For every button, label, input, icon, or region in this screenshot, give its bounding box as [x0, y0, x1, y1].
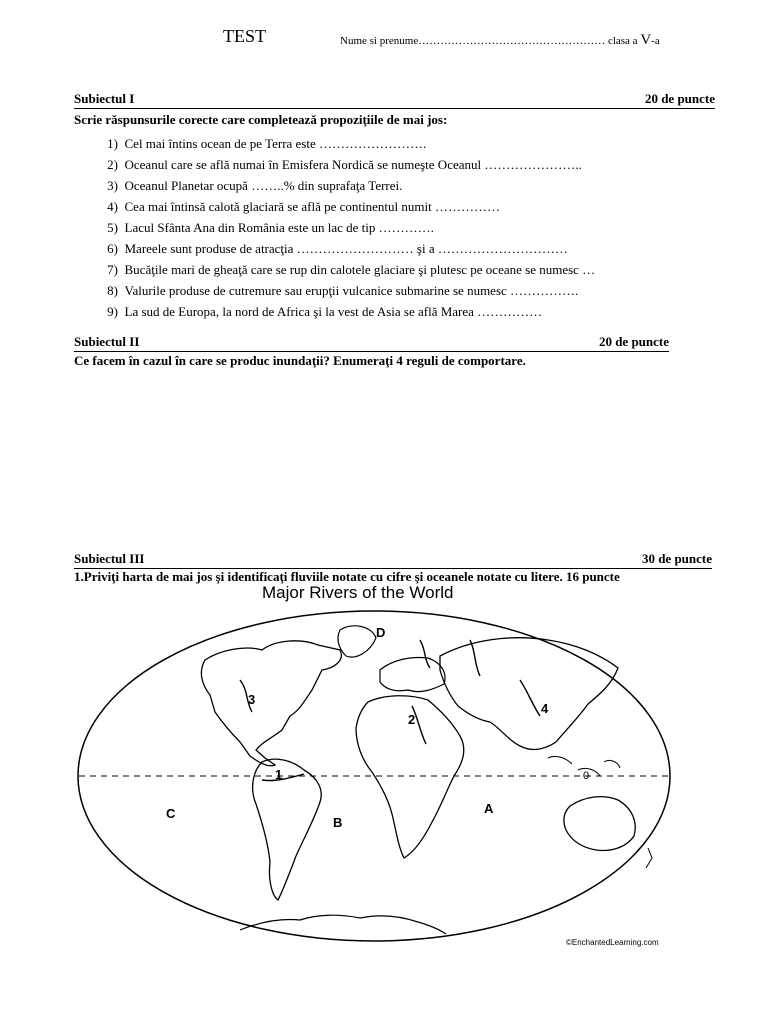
question-number: 4) — [107, 199, 118, 214]
river-label-3: 3 — [248, 692, 256, 707]
question-text: Mareele sunt produse de atracţia ……………………… şi a ………………………… — [124, 241, 568, 256]
test-title: TEST — [223, 26, 266, 46]
question-text: Valurile produse de cutremure sau erupţii vulcanice submarine se numesc ……………. — [124, 283, 579, 298]
question-number: 9) — [107, 304, 118, 319]
question-text: Lacul Sfânta Ana din România este un lac de tip …………. — [124, 220, 434, 235]
section-2-instruction: Ce facem în cazul în care se produc inundaţii? Enumeraţi 4 reguli de comportare. — [74, 353, 526, 368]
river-asia — [520, 680, 540, 716]
question-number: 8) — [107, 283, 118, 298]
section-3-title: Subiectul III — [74, 551, 145, 566]
section-1-instruction: Scrie răspunsurile corecte care completează propoziţiile de mai jos: — [74, 112, 448, 127]
map-title: Major Rivers of the World — [262, 583, 454, 602]
north-america-outline — [201, 641, 341, 766]
question-number: 5) — [107, 220, 118, 235]
equator-label: 0 — [583, 770, 590, 782]
new-zealand-outline — [646, 848, 652, 868]
river-label-2: 2 — [408, 712, 416, 727]
question-number: 6) — [107, 241, 118, 256]
ocean-label-b: B — [333, 815, 343, 830]
question-text: La sud de Europa, la nord de Africa şi la vest de Asia se află Marea …………… — [124, 304, 543, 319]
question-text: Cel mai întins ocean de pe Terra este ……………………. — [124, 136, 427, 151]
river-europe — [420, 640, 430, 668]
greenland-outline — [338, 626, 376, 657]
section-3-instruction: 1.Priviţi harta de mai jos şi identificaţi fluviile notate cu cifre şi oceanele notate cu litere. 16 puncte — [74, 569, 620, 584]
section-1-points: 20 de puncte — [644, 91, 715, 106]
question-text: Cea mai întinsă calotă glaciară se află pe continentul numit …………… — [124, 199, 500, 214]
ocean-label-c: C — [166, 806, 176, 821]
river-label-1: 1 — [275, 767, 283, 782]
europe-outline — [380, 658, 445, 692]
map-copyright: ©EnchantedLearning.com — [566, 938, 659, 947]
river-south-america — [262, 774, 304, 781]
river-siberia — [470, 640, 480, 676]
section-2-points: 20 de puncte — [598, 334, 669, 349]
class-suffix: -a — [651, 35, 660, 47]
river-label-4: 4 — [541, 701, 549, 716]
ocean-label-d: D — [376, 625, 386, 640]
question-number: 7) — [107, 262, 118, 277]
name-field: Nume si prenume…………………………………………… — [340, 35, 606, 47]
question-text: Oceanul care se află numai în Emisfera Nordică se numeşte Oceanul ………………….. — [124, 157, 582, 172]
ocean-label-a: A — [484, 801, 494, 816]
section-1-title: Subiectul I — [74, 91, 135, 106]
section-3-points: 30 de puncte — [641, 551, 712, 566]
class-label: clasa a — [607, 35, 641, 47]
class-value: V — [640, 32, 652, 48]
question-number: 3) — [107, 178, 118, 193]
australia-outline — [564, 797, 635, 851]
question-text: Oceanul Planetar ocupă ……..% din suprafaţa Terrei. — [124, 178, 403, 193]
question-text: Bucăţile mari de gheaţă care se rup din calotele glaciare şi plutesc pe oceane se numesc … — [124, 262, 596, 277]
rivers — [240, 640, 540, 781]
question-number: 2) — [107, 157, 118, 172]
asia-outline — [440, 638, 618, 750]
question-number: 1) — [107, 136, 118, 151]
section-2-title: Subiectul II — [74, 334, 140, 349]
